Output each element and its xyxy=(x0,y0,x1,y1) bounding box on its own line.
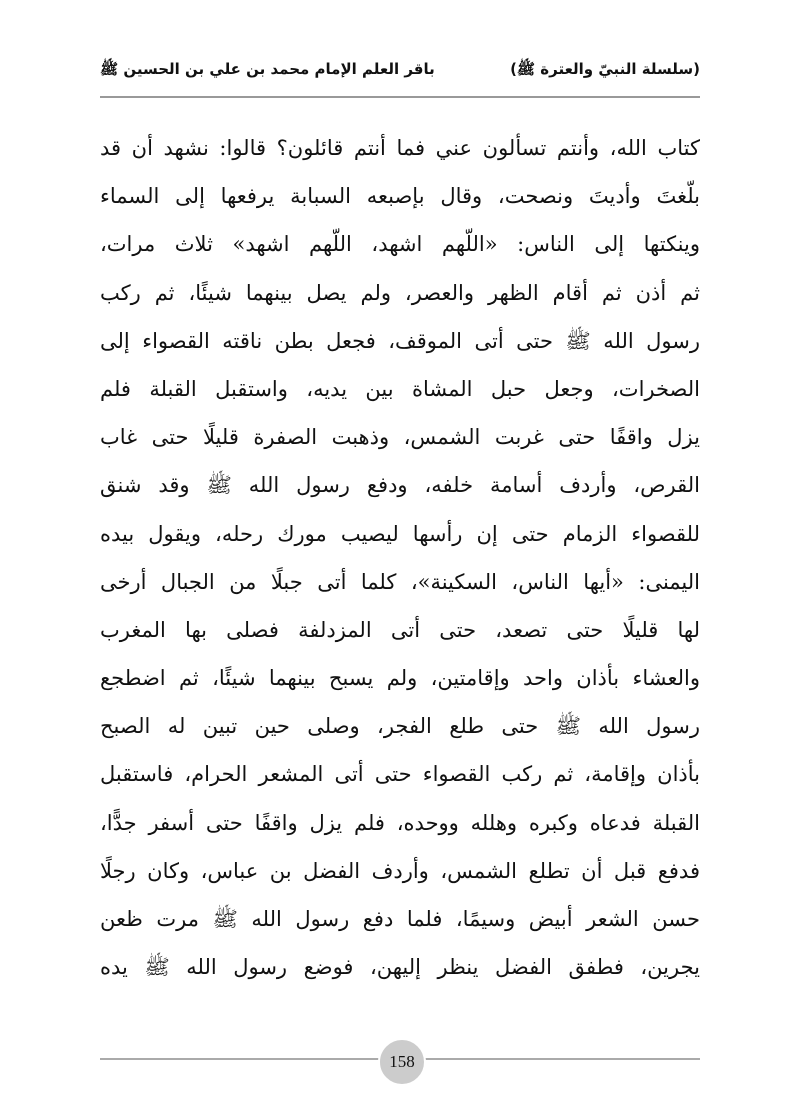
text-line: بلّغتَ وأديتَ ونصحت، وقال بإصبعه السبابة يرفعها إلى السماء xyxy=(100,184,700,209)
page-number: 158 xyxy=(378,1038,426,1086)
text-line: للقصواء الزمام حتى إن رأسها ليصيب مورك رحله، ويقول بيده xyxy=(100,521,700,546)
page-footer xyxy=(100,1026,700,1072)
text-line: والعشاء بأذان واحد وإقامتين، ولم يسبح بينهما شيئًا، ثم اضطجع xyxy=(100,666,700,691)
text-line: لها قليلًا حتى تصعد، حتى أتى المزدلفة فصلى بها المغرب xyxy=(100,617,700,642)
text-line: الصخرات، وجعل حبل المشاة بين يديه، واستقبل القبلة فلم xyxy=(100,376,700,401)
book-title: باقر العلم الإمام محمد بن علي بن الحسين ﷺ xyxy=(100,60,435,78)
text-line: رسول الله ﷺ حتى طلع الفجر، وصلى حين تبين له الصبح xyxy=(100,714,700,739)
text-line: ثم أذن ثم أقام الظهر والعصر، ولم يصل بينهما شيئًا، ثم ركب xyxy=(100,280,700,305)
text-line: يزل واقفًا حتى غربت الشمس، وذهبت الصفرة قليلًا حتى غاب xyxy=(100,425,700,450)
text-line: كتاب الله، وأنتم تسألون عني فما أنتم قائلون؟ قالوا: نشهد أن قد xyxy=(100,136,700,160)
text-line: وينكتها إلى الناس: «اللّهم اشهد، اللّهم اشهد» ثلاث مرات، xyxy=(100,232,700,257)
text-line: رسول الله ﷺ حتى أتى الموقف، فجعل بطن ناقته القصواء إلى xyxy=(100,328,700,353)
text-line: بأذان وإقامة، ثم ركب القصواء حتى أتى المشعر الحرام، فاستقبل xyxy=(100,762,700,787)
text-line: القبلة فدعاه وكبره وهلله ووحده، فلم يزل واقفًا حتى أسفر جدًّا، xyxy=(100,810,700,835)
header-divider xyxy=(100,96,700,98)
series-title: (سلسلة النبيّ والعترة ﷺ) xyxy=(510,60,700,78)
text-line: القرص، وأردف أسامة خلفه، ودفع رسول الله ﷺ وقد شنق xyxy=(100,473,700,498)
text-line: حسن الشعر أبيض وسيمًا، فلما دفع رسول الله ﷺ مرت ظعن xyxy=(100,907,700,931)
body-text xyxy=(100,124,700,991)
text-line: يجرين، فطفق الفضل ينظر إليهن، فوضع رسول الله ﷺ يده xyxy=(100,955,700,980)
text-line: فدفع قبل أن تطلع الشمس، وأردف الفضل بن عباس، وكان رجلًا xyxy=(100,858,700,883)
running-header xyxy=(100,56,700,86)
text-line: اليمنى: «أيها الناس، السكينة»، كلما أتى جبلًا من الجبال أرخى xyxy=(100,569,700,594)
